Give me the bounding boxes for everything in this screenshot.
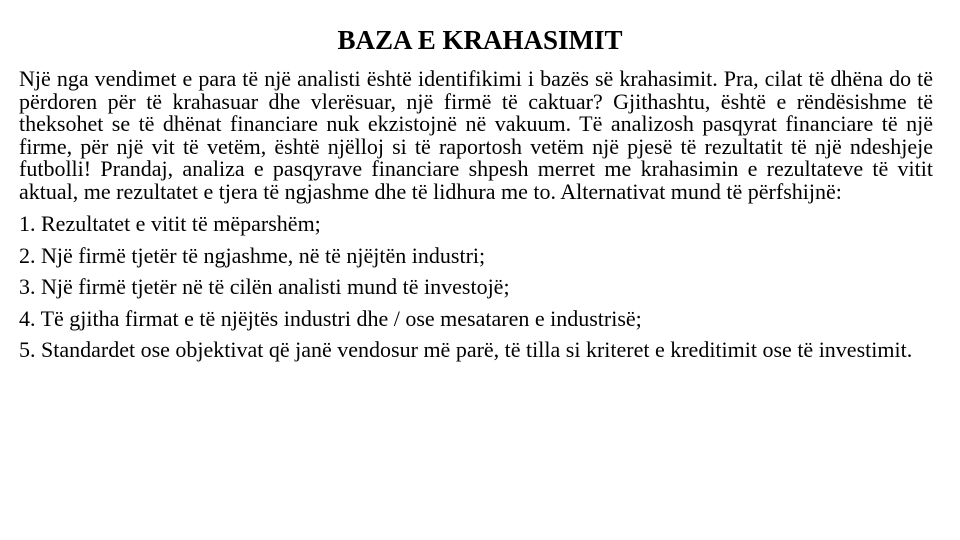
intro-paragraph: Një nga vendimet e para të një analisti është identifikimi i bazës së krahasimit. Pra, cilat të dhëna do të përdoren për të krahasuar dhe vlerësuar, një firmë të caktuar? Gjithashtu, është e rëndësishme të theksohet se të dhënat financiare nuk ekzistojnë në vakuum. Të analizosh pasqyrat financiare të një firme, për një vit të vetëm, është njëlloj si të raportosh vetëm një pjesë të rezultatit të një ndeshjeje futbolli! Prandaj, analiza e pasqyrave financiare shpesh merret me krahasimin e rezultateve të vitit aktual, me rezultatet e tjera të ngjashme dhe të lidhura me to. Alternativat mund të përfshijnë:	[19, 66, 933, 204]
body-text	[19, 68, 933, 362]
slide-title: BAZA E KRAHASIMIT	[337, 25, 623, 55]
list-item: 1. Rezultatet e vitit të mëparshëm;	[19, 211, 321, 236]
alternatives-list	[19, 213, 933, 362]
list-item: 5. Standardet ose objektivat që janë vendosur më parë, të tilla si kriteret e kreditimit ose të investimit.	[19, 337, 913, 362]
list-item: 2. Një firmë tjetër të ngjashme, në të njëjtën industri;	[19, 242, 486, 268]
list-item: 4. Të gjitha firmat e të njëjtës industri dhe / ose mesataren e industrisë;	[19, 305, 642, 331]
list-item: 3. Një firmë tjetër në të cilën analisti mund të investojë;	[19, 274, 510, 299]
